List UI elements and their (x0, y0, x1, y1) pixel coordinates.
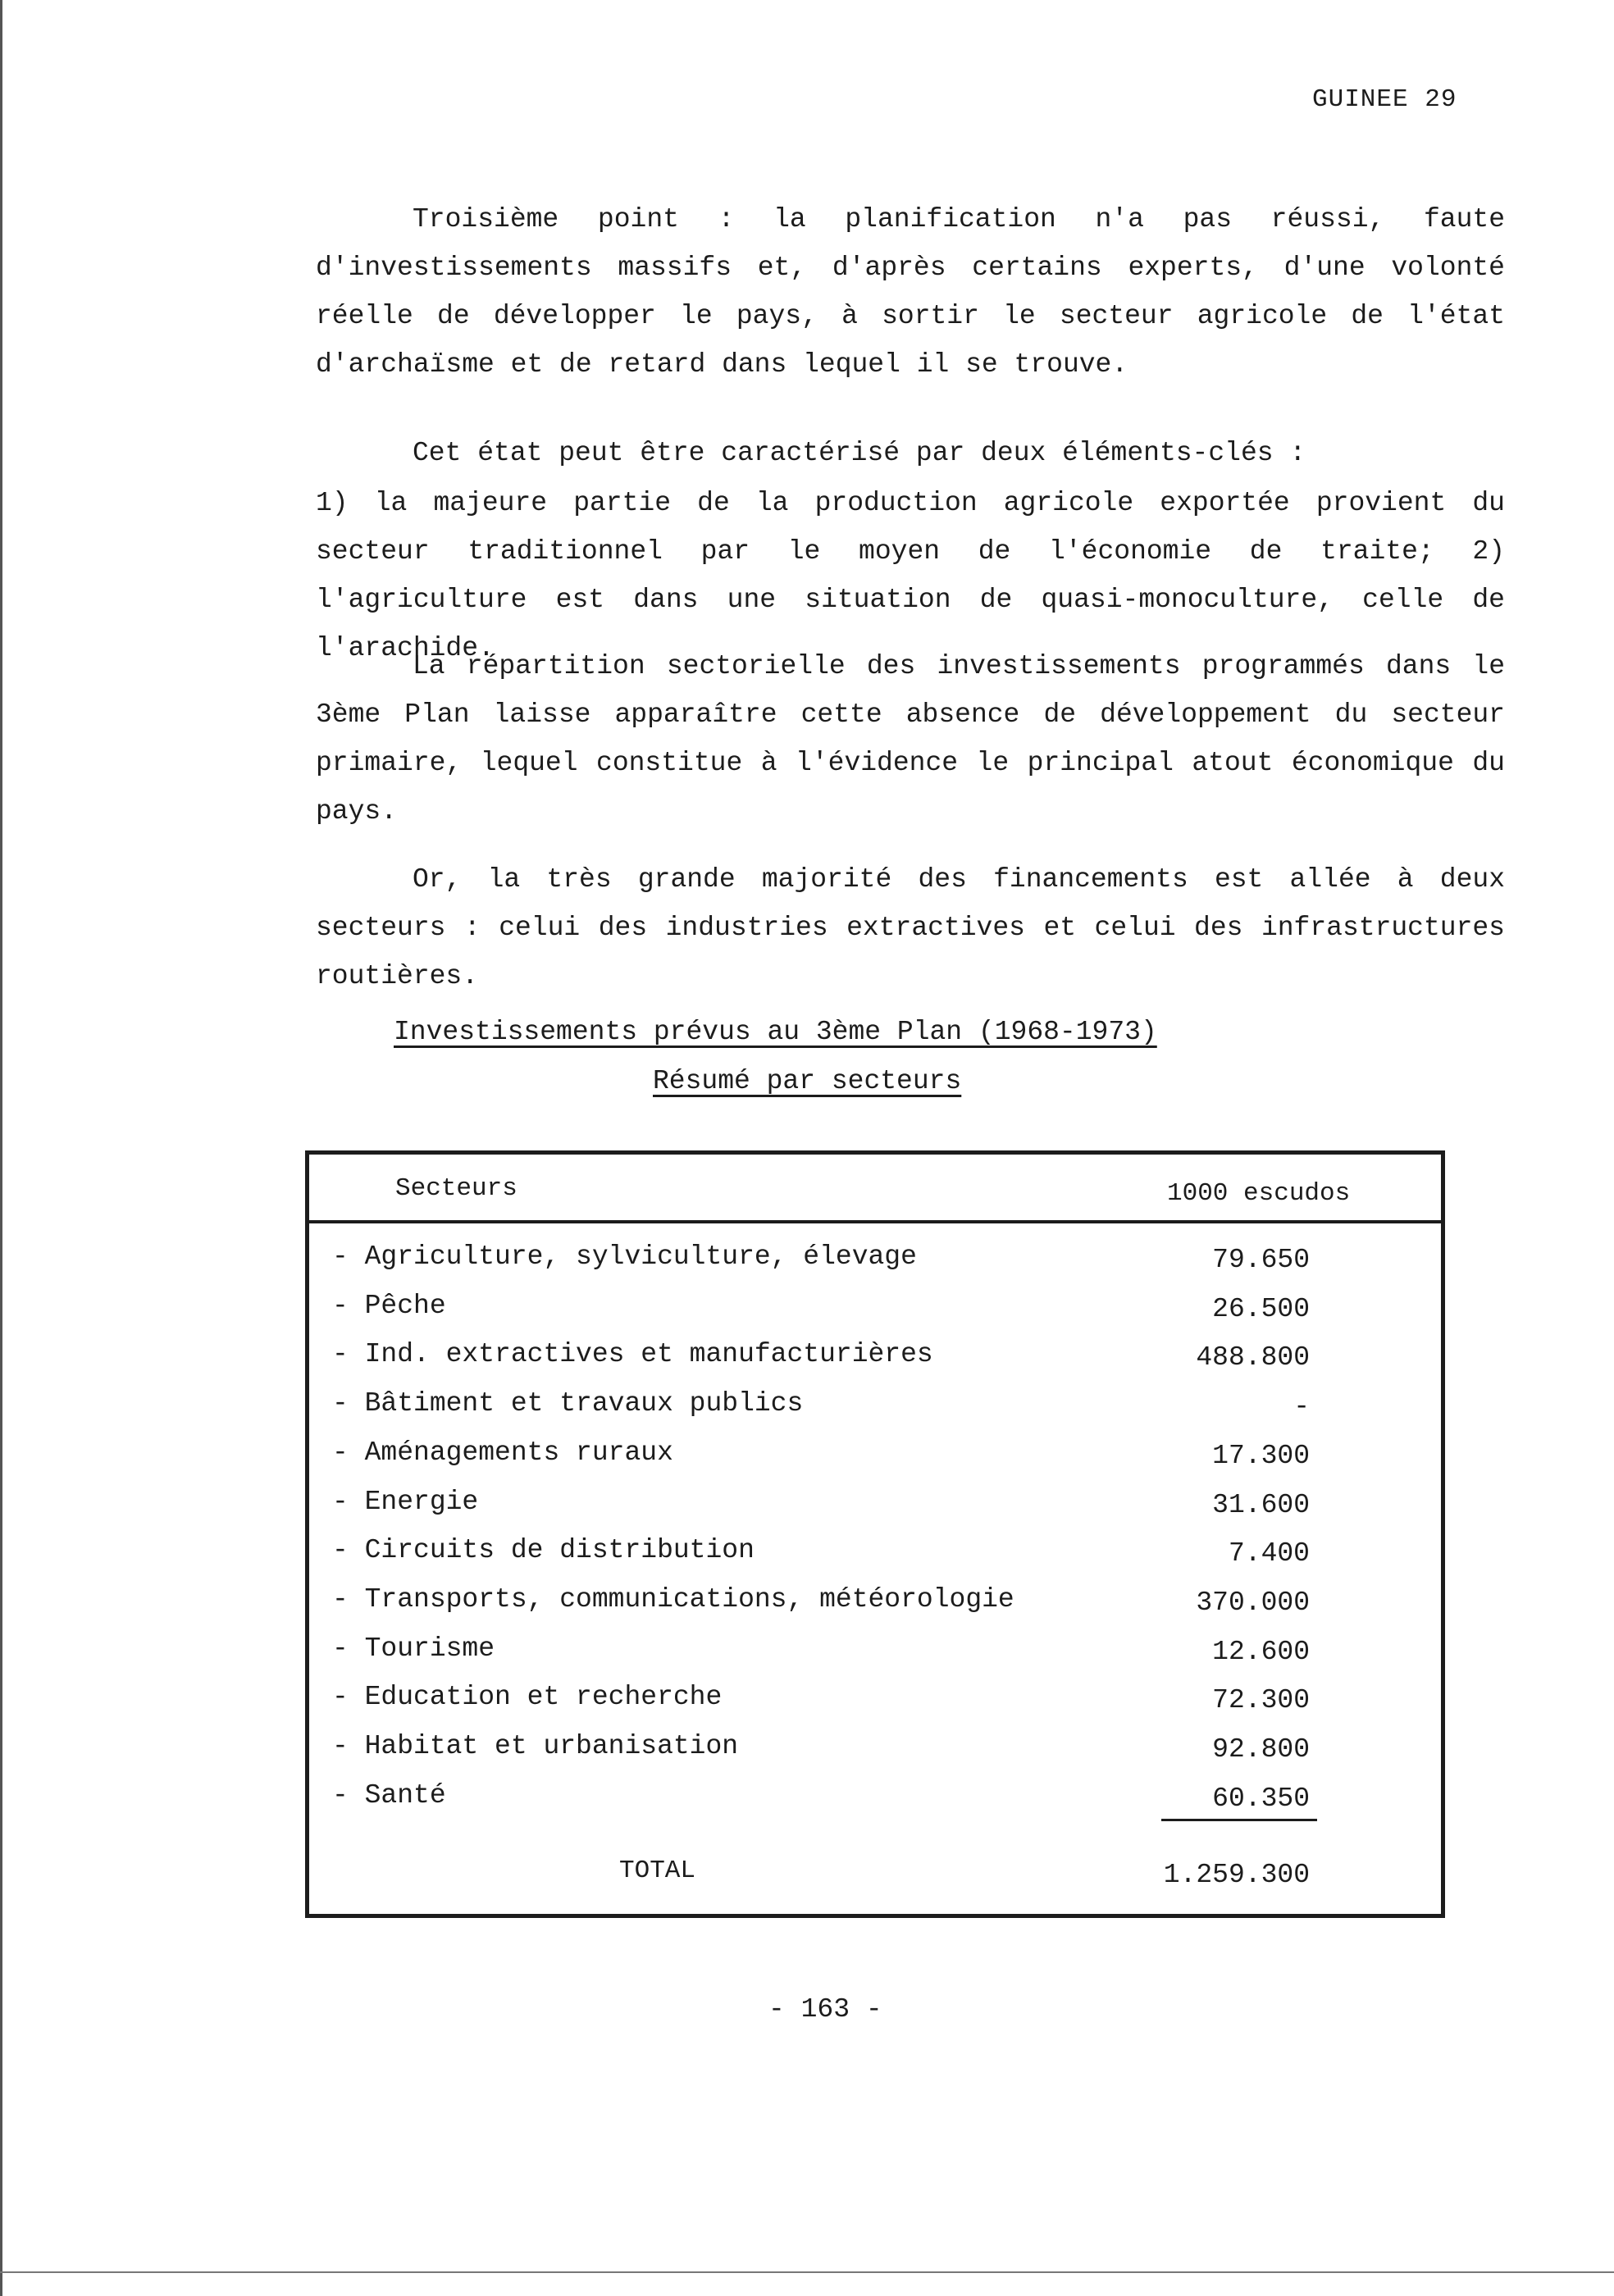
row-sector-label: - Ind. extractives et manufacturières (332, 1339, 933, 1370)
table-row (309, 1528, 1441, 1577)
row-sector-label: - Habitat et urbanisation (332, 1731, 739, 1761)
table-row (309, 1724, 1441, 1773)
table-row (309, 1578, 1441, 1626)
table-caption-subtitle: Résumé par secteurs (653, 1066, 962, 1096)
paragraph-3: 1) la majeure partie de la production agricole exportée provient du secteur traditionnel par le moyen de l'économie de traite; 2) l'agriculture est dans une situation de quasi-monoculture, celle de l'arachide. (316, 488, 1505, 663)
row-amount-value: 60.350 (1212, 1783, 1310, 1814)
page-number: - 163 - (768, 1994, 882, 2025)
scan-edge-bottom (0, 2271, 1614, 2273)
row-sector-label: - Tourisme (332, 1633, 495, 1664)
row-amount-value: - (1293, 1392, 1310, 1423)
paragraph-2: Cet état peut être caractérisé par deux éléments-clés : (413, 438, 1306, 468)
table-row (309, 1627, 1441, 1675)
table-row (309, 1431, 1441, 1479)
row-sector-label: - Education et recherche (332, 1682, 723, 1713)
table-row (309, 1675, 1441, 1724)
table-row (309, 1480, 1441, 1528)
scan-edge-left (0, 0, 2, 2296)
table-caption-title: Investissements prévus au 3ème Plan (1968-1973) (394, 1017, 1157, 1047)
paragraph-4: La répartition sectorielle des investissements programmés dans le 3ème Plan laisse apparaître cette absence de développement du secteur primaire, lequel constitue à l'évidence le principal atout économique du pays. (316, 651, 1505, 827)
row-amount-value: 7.400 (1228, 1538, 1310, 1569)
total-value: 1.259.300 (1163, 1860, 1310, 1890)
row-amount-value: 488.800 (1196, 1342, 1310, 1374)
table-row (309, 1382, 1441, 1430)
row-sector-label: - Circuits de distribution (332, 1535, 755, 1566)
row-sector-label: - Energie (332, 1486, 479, 1517)
column-header-sector: Secteurs (395, 1174, 517, 1203)
row-amount-value: 92.800 (1212, 1734, 1310, 1765)
table-row (309, 1332, 1441, 1381)
table-row (309, 1284, 1441, 1332)
row-amount-value: 79.650 (1212, 1245, 1310, 1275)
row-sector-label: - Transports, communications, météorologie (332, 1583, 1014, 1615)
row-amount-value: 12.600 (1212, 1636, 1310, 1667)
row-sector-label: - Bâtiment et travaux publics (332, 1388, 804, 1419)
row-amount-value: 17.300 (1212, 1440, 1310, 1471)
paragraph-5: Or, la très grande majorité des financements est allée à deux secteurs : celui des industries extractives et celui des infrastructures routières. (316, 864, 1505, 991)
row-sector-label: - Agriculture, sylviculture, élevage (332, 1241, 917, 1272)
row-amount-value: 31.600 (1212, 1489, 1310, 1520)
row-amount-value: 26.500 (1212, 1293, 1310, 1324)
sum-rule (1161, 1819, 1317, 1821)
running-header: GUINEE 29 (1312, 85, 1457, 114)
row-sector-label: - Santé (332, 1779, 446, 1811)
table-row (309, 1774, 1441, 1822)
row-sector-label: - Pêche (332, 1290, 446, 1321)
row-amount-value: 72.300 (1212, 1685, 1310, 1716)
column-header-unit: 1000 escudos (1167, 1179, 1351, 1208)
row-sector-label: - Aménagements ruraux (332, 1437, 673, 1468)
table-row (309, 1235, 1441, 1283)
paragraph-1: Troisième point : la planification n'a pas réussi, faute d'investissements massifs et, d'après certains experts, d'une volonté réelle de développer le pays, à sortir le secteur agricole de l'état d'archaïsme et de retard dans lequel il se trouve. (316, 204, 1505, 380)
row-amount-value: 370.000 (1196, 1587, 1310, 1618)
table-header (309, 1155, 1441, 1223)
sector-table (305, 1150, 1445, 1918)
total-label: TOTAL (619, 1856, 696, 1885)
